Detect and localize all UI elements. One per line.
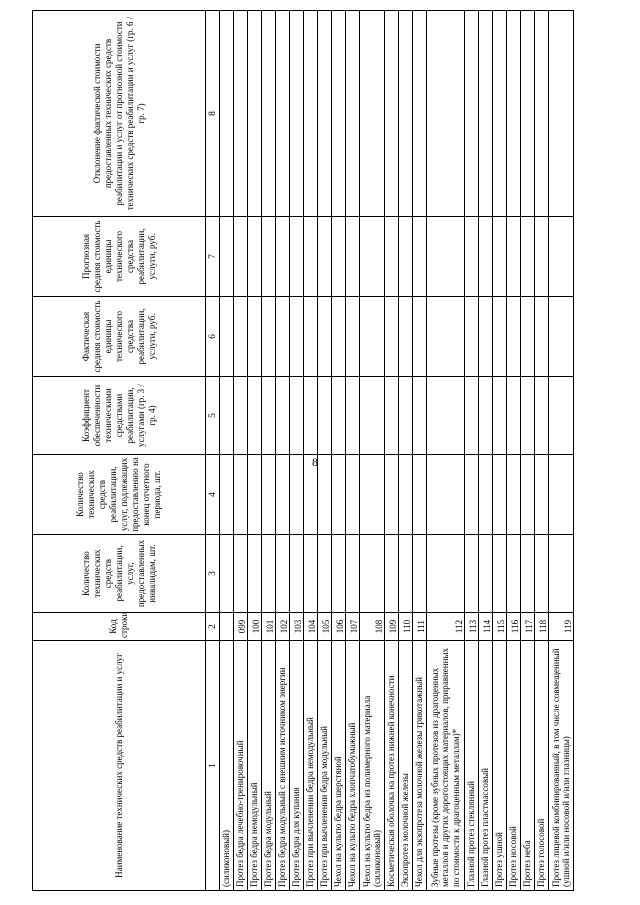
empty-cell: [535, 455, 549, 535]
row-code: 114: [479, 613, 493, 641]
row-name: Экзопротез молочной железы: [399, 641, 413, 891]
table-row: [385, 11, 399, 891]
empty-cell: [304, 297, 318, 377]
table-row: [535, 11, 549, 891]
empty-cell: [276, 455, 290, 535]
empty-cell: [535, 217, 549, 297]
empty-cell: [465, 217, 479, 297]
empty-cell: [346, 455, 360, 535]
row-name: Протез лицевой комбинированный, в том числе совмещенный (ушной и/или носовой и/или глазницы): [549, 641, 574, 891]
column-number: 3: [206, 535, 220, 613]
empty-cell: [304, 217, 318, 297]
empty-cell: [549, 217, 574, 297]
column-number: 2: [206, 613, 220, 641]
empty-cell: [493, 377, 507, 455]
empty-cell: [413, 11, 427, 217]
table-row: [234, 11, 248, 891]
empty-cell: [332, 455, 346, 535]
empty-cell: [318, 455, 332, 535]
empty-cell: [332, 297, 346, 377]
empty-cell: [220, 535, 234, 613]
empty-cell: [248, 297, 262, 377]
table-row: [248, 11, 262, 891]
empty-cell: [385, 297, 399, 377]
empty-cell: [549, 377, 574, 455]
row-name: Протез бедра лечебно-тренировочный: [234, 641, 248, 891]
empty-cell: [479, 455, 493, 535]
empty-cell: [427, 297, 465, 377]
empty-cell: [535, 377, 549, 455]
empty-cell: [290, 377, 304, 455]
row-code: 107: [346, 613, 360, 641]
header-actual-cost: Фактическая средняя стоимость единицы технического средства реабилитации, услуги, руб.: [33, 297, 206, 377]
column-number: 1: [206, 641, 220, 891]
row-name: Протез неба: [521, 641, 535, 891]
empty-cell: [493, 455, 507, 535]
row-name: (силиконовый): [220, 641, 234, 891]
row-code: 118: [535, 613, 549, 641]
empty-cell: [427, 377, 465, 455]
empty-cell: [493, 11, 507, 217]
row-name: Протез бедра модульный с внешним источником энергии: [276, 641, 290, 891]
empty-cell: [220, 11, 234, 217]
row-name: Протез носовой: [507, 641, 521, 891]
header-forecast-cost: Прогнозная средняя стоимость единицы технического средства реабилитации, услуги, руб.: [33, 217, 206, 297]
row-code: 099: [234, 613, 248, 641]
empty-cell: [549, 297, 574, 377]
empty-cell: [234, 217, 248, 297]
table-row: [360, 11, 385, 891]
empty-cell: [493, 297, 507, 377]
empty-cell: [427, 535, 465, 613]
empty-cell: [493, 217, 507, 297]
row-name: Глазной протез стеклянный: [465, 641, 479, 891]
column-number: 5: [206, 377, 220, 455]
empty-cell: [220, 217, 234, 297]
row-code: [220, 613, 234, 641]
empty-cell: [304, 455, 318, 535]
empty-cell: [318, 217, 332, 297]
column-number-row: [206, 11, 220, 891]
empty-cell: [346, 535, 360, 613]
column-number: 7: [206, 217, 220, 297]
table-row: [413, 11, 427, 891]
empty-cell: [465, 535, 479, 613]
header-due-count: Количество технических средств реабилитации, услуг, подлежащих предоставлению на конец отчетного периода, шт.: [33, 455, 206, 535]
empty-cell: [427, 455, 465, 535]
row-name: Протез при вычленении бедра немодульный: [304, 641, 318, 891]
empty-cell: [262, 217, 276, 297]
table-row: [399, 11, 413, 891]
empty-cell: [465, 455, 479, 535]
row-code: 113: [465, 613, 479, 641]
empty-cell: [399, 217, 413, 297]
row-name: Зубные протезы (кроме зубных протезов из драгоценных металлов и других дорогостоящих материалов, приравненных по стоимости к драгоценным металлам)*: [427, 641, 465, 891]
empty-cell: [521, 11, 535, 217]
row-name: Протез при вычленении бедра модульный: [318, 641, 332, 891]
empty-cell: [507, 11, 521, 217]
row-name: Косметическая оболочка на протез нижней конечности: [385, 641, 399, 891]
table-row: [507, 11, 521, 891]
table-row: [465, 11, 479, 891]
empty-cell: [507, 217, 521, 297]
header-provided-count: Количество технических средств реабилитации, услуг, предоставленных инвалидам, шт.: [33, 535, 206, 613]
empty-cell: [234, 535, 248, 613]
empty-cell: [479, 217, 493, 297]
empty-cell: [385, 11, 399, 217]
header-row: [33, 11, 206, 891]
empty-cell: [399, 535, 413, 613]
empty-cell: [332, 377, 346, 455]
empty-cell: [549, 455, 574, 535]
empty-cell: [535, 297, 549, 377]
empty-cell: [318, 535, 332, 613]
empty-cell: [507, 455, 521, 535]
empty-cell: [493, 535, 507, 613]
empty-cell: [234, 455, 248, 535]
empty-cell: [262, 535, 276, 613]
row-code: 106: [332, 613, 346, 641]
empty-cell: [346, 11, 360, 217]
column-number: 8: [206, 11, 220, 217]
empty-cell: [248, 11, 262, 217]
empty-cell: [262, 11, 276, 217]
empty-cell: [413, 297, 427, 377]
table-row: [521, 11, 535, 891]
empty-cell: [479, 377, 493, 455]
empty-cell: [399, 455, 413, 535]
row-code: 112: [427, 613, 465, 641]
empty-cell: [248, 377, 262, 455]
row-code: 109: [385, 613, 399, 641]
row-code: 119: [549, 613, 574, 641]
empty-cell: [220, 455, 234, 535]
column-number: 4: [206, 455, 220, 535]
empty-cell: [479, 11, 493, 217]
row-name: Чехол на культю бедра шерстяной: [332, 641, 346, 891]
empty-cell: [290, 11, 304, 217]
row-code: 117: [521, 613, 535, 641]
empty-cell: [262, 455, 276, 535]
table-row: [479, 11, 493, 891]
row-code: 103: [290, 613, 304, 641]
table-row: [332, 11, 346, 891]
row-code: 111: [413, 613, 427, 641]
empty-cell: [346, 297, 360, 377]
empty-cell: [234, 11, 248, 217]
empty-cell: [332, 535, 346, 613]
row-code: 108: [360, 613, 385, 641]
empty-cell: [385, 455, 399, 535]
empty-cell: [535, 535, 549, 613]
empty-cell: [248, 455, 262, 535]
table-row: [276, 11, 290, 891]
empty-cell: [535, 11, 549, 217]
empty-cell: [276, 535, 290, 613]
rehabilitation-table: [32, 10, 574, 891]
row-name: Протез бедра для купания: [290, 641, 304, 891]
page-number: 8: [312, 455, 318, 469]
empty-cell: [304, 377, 318, 455]
empty-cell: [220, 377, 234, 455]
empty-cell: [234, 377, 248, 455]
table-body: [220, 11, 574, 891]
row-name: Протез ушной: [493, 641, 507, 891]
empty-cell: [290, 535, 304, 613]
empty-cell: [332, 217, 346, 297]
row-name: Глазной протез пластмассовый: [479, 641, 493, 891]
empty-cell: [234, 297, 248, 377]
empty-cell: [479, 297, 493, 377]
empty-cell: [360, 377, 385, 455]
table-row: [262, 11, 276, 891]
empty-cell: [507, 297, 521, 377]
row-name: Протез голосовой: [535, 641, 549, 891]
empty-cell: [276, 377, 290, 455]
empty-cell: [276, 11, 290, 217]
row-name: Чехол для экзопротеза молочной железы трикотажный: [413, 641, 427, 891]
empty-cell: [413, 217, 427, 297]
empty-cell: [360, 455, 385, 535]
empty-cell: [346, 377, 360, 455]
row-name: Чехол на культю бедра из полимерного материала (силиконовый): [360, 641, 385, 891]
row-code: 105: [318, 613, 332, 641]
empty-cell: [360, 11, 385, 217]
table-row: [318, 11, 332, 891]
empty-cell: [276, 297, 290, 377]
empty-cell: [549, 535, 574, 613]
empty-cell: [385, 217, 399, 297]
table-row: [290, 11, 304, 891]
table-row: [304, 11, 318, 891]
empty-cell: [248, 217, 262, 297]
header-cost-deviation: Отклонение фактической стоимости предоставленных технических средств реабилитации и услуг от прогнозной стоимости технических средств реабилитации и услуг (гр. 6 / гр. 7): [33, 11, 206, 217]
empty-cell: [399, 377, 413, 455]
empty-cell: [413, 535, 427, 613]
empty-cell: [413, 455, 427, 535]
table-row: [549, 11, 574, 891]
row-code: 101: [262, 613, 276, 641]
empty-cell: [507, 535, 521, 613]
empty-cell: [290, 297, 304, 377]
empty-cell: [465, 11, 479, 217]
empty-cell: [521, 297, 535, 377]
empty-cell: [318, 297, 332, 377]
empty-cell: [276, 217, 290, 297]
empty-cell: [318, 11, 332, 217]
empty-cell: [304, 11, 318, 217]
empty-cell: [427, 217, 465, 297]
empty-cell: [346, 217, 360, 297]
empty-cell: [507, 377, 521, 455]
empty-cell: [360, 217, 385, 297]
row-name: Чехол на культю бедра хлопчатобумажный: [346, 641, 360, 891]
empty-cell: [479, 535, 493, 613]
empty-cell: [318, 377, 332, 455]
empty-cell: [262, 297, 276, 377]
row-code: 102: [276, 613, 290, 641]
empty-cell: [399, 11, 413, 217]
empty-cell: [521, 535, 535, 613]
header-coverage-coefficient: Коэффициент обеспеченности техническими средствами реабилитации, услугами (гр. 3 / гр. 4): [33, 377, 206, 455]
row-code: 116: [507, 613, 521, 641]
table-row: [220, 11, 234, 891]
header-name: Наименование технических средств реабилитации и услуг: [33, 641, 206, 891]
empty-cell: [521, 217, 535, 297]
empty-cell: [465, 297, 479, 377]
row-code: 104: [304, 613, 318, 641]
empty-cell: [465, 377, 479, 455]
table-row: [427, 11, 465, 891]
row-code: 100: [248, 613, 262, 641]
empty-cell: [385, 535, 399, 613]
table-row: [346, 11, 360, 891]
empty-cell: [427, 11, 465, 217]
row-code: 115: [493, 613, 507, 641]
empty-cell: [360, 297, 385, 377]
empty-cell: [521, 377, 535, 455]
row-code: 110: [399, 613, 413, 641]
empty-cell: [248, 535, 262, 613]
rotated-table-container: [32, 11, 628, 891]
empty-cell: [360, 535, 385, 613]
table-row: [493, 11, 507, 891]
empty-cell: [332, 11, 346, 217]
empty-cell: [385, 377, 399, 455]
empty-cell: [290, 217, 304, 297]
column-number: 6: [206, 297, 220, 377]
empty-cell: [220, 297, 234, 377]
empty-cell: [290, 455, 304, 535]
empty-cell: [413, 377, 427, 455]
empty-cell: [399, 297, 413, 377]
header-code: Код строки: [33, 613, 206, 641]
empty-cell: [262, 377, 276, 455]
row-name: Протез бедра модульный: [262, 641, 276, 891]
empty-cell: [549, 11, 574, 217]
empty-cell: [304, 535, 318, 613]
row-name: Протез бедра немодульный: [248, 641, 262, 891]
empty-cell: [521, 455, 535, 535]
